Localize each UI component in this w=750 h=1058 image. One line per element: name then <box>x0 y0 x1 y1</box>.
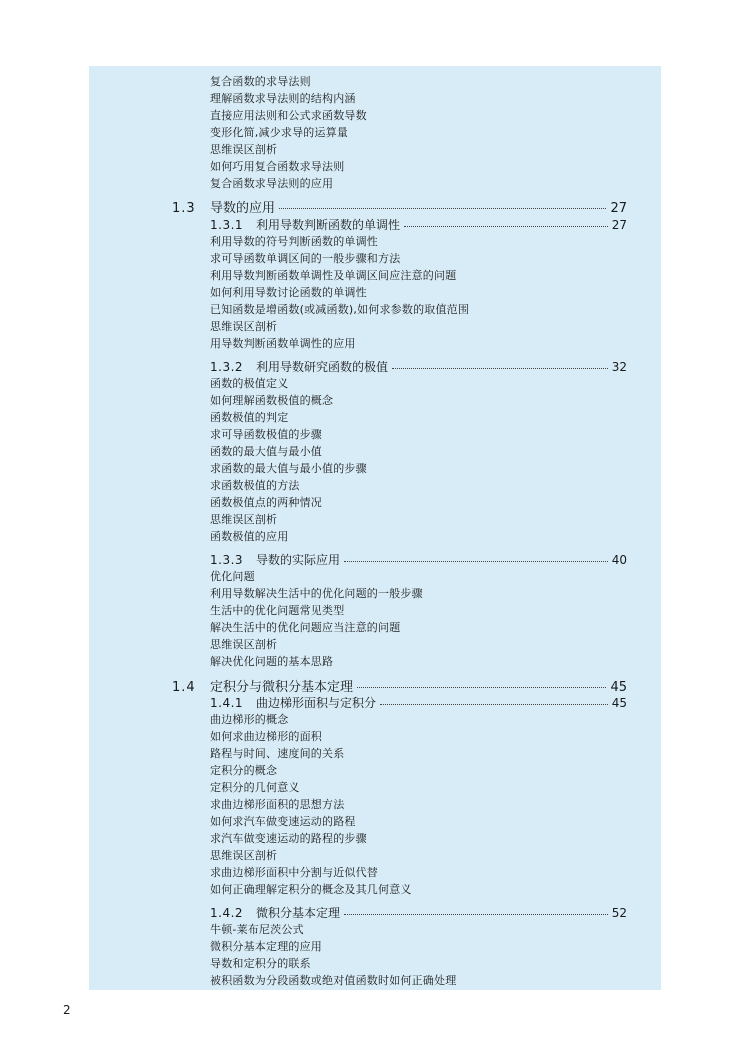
subsection-1-3-3-entry[interactable] <box>210 551 627 568</box>
subsection-page: 40 <box>611 553 627 567</box>
toc-item[interactable]: 用导数判断函数单调性的应用 <box>210 337 356 350</box>
toc-item[interactable]: 思维误区剖析 <box>210 143 278 156</box>
toc-item[interactable]: 函数极值点的两种情况 <box>210 496 322 509</box>
leader-dots <box>380 704 608 705</box>
section-title: 导数的应用 <box>210 201 276 216</box>
subsection-page: 45 <box>611 696 627 710</box>
subsection-page: 27 <box>611 218 627 232</box>
toc-item[interactable]: 函数极值的应用 <box>210 530 289 543</box>
leader-dots <box>344 914 608 915</box>
toc-item[interactable]: 求函数的最大值与最小值的步骤 <box>210 462 367 475</box>
page-number: 2 <box>63 1003 71 1017</box>
toc-item[interactable]: 利用导数的符号判断函数的单调性 <box>210 235 378 248</box>
toc-item[interactable]: 微积分基本定理的应用 <box>210 940 322 953</box>
subsection-number: 1.3.3 <box>210 553 244 567</box>
leader-dots <box>279 208 606 209</box>
leader-dots <box>404 226 608 227</box>
toc-item[interactable]: 函数的极值定义 <box>210 377 289 390</box>
toc-item[interactable]: 求函数极值的方法 <box>210 479 300 492</box>
subsection-number: 1.3.2 <box>210 360 244 374</box>
subsection-number: 1.4.1 <box>210 696 244 710</box>
toc-item[interactable]: 如何求汽车做变速运动的路程 <box>210 815 356 828</box>
toc-item[interactable]: 思维误区剖析 <box>210 638 278 651</box>
toc-item[interactable]: 函数的最大值与最小值 <box>210 445 322 458</box>
section-1-4-entry[interactable] <box>172 676 627 695</box>
leader-dots <box>392 368 608 369</box>
subsection-title: 曲边梯形面积与定积分 <box>256 696 377 710</box>
toc-item[interactable]: 定积分的概念 <box>210 764 278 777</box>
toc-item[interactable]: 思维误区剖析 <box>210 513 278 526</box>
toc-item[interactable]: 如何正确理解定积分的概念及其几何意义 <box>210 883 412 896</box>
toc-item[interactable]: 如何求曲边梯形的面积 <box>210 730 322 743</box>
subsection-page: 52 <box>611 906 627 920</box>
toc-item[interactable]: 如何利用导数讨论函数的单调性 <box>210 286 367 299</box>
subsection-title: 微积分基本定理 <box>256 906 341 920</box>
toc-item[interactable]: 求曲边梯形面积中分割与近似代替 <box>210 866 378 879</box>
toc-item[interactable]: 求曲边梯形面积的思想方法 <box>210 798 345 811</box>
toc-item[interactable]: 定积分的几何意义 <box>210 781 300 794</box>
toc-item[interactable]: 求可导函数单调区间的一般步骤和方法 <box>210 252 401 265</box>
toc-item[interactable]: 曲边梯形的概念 <box>210 713 289 726</box>
toc-item[interactable]: 利用导数判断函数单调性及单调区间应注意的问题 <box>210 269 457 282</box>
toc-item[interactable]: 复合函数的求导法则 <box>210 75 311 88</box>
subsection-title: 利用导数研究函数的极值 <box>256 360 389 374</box>
subsection-page: 32 <box>611 360 627 374</box>
toc-item[interactable]: 求汽车做变速运动的路程的步骤 <box>210 832 367 845</box>
toc-item[interactable]: 生活中的优化问题常见类型 <box>210 604 345 617</box>
toc-item[interactable]: 优化问题 <box>210 570 255 583</box>
section-page: 45 <box>610 680 627 695</box>
leader-dots <box>357 687 606 688</box>
section-number: 1.3 <box>172 201 196 216</box>
subsection-number: 1.3.1 <box>210 218 244 232</box>
toc-item[interactable]: 路程与时间、速度间的关系 <box>210 747 345 760</box>
toc-item[interactable]: 变形化简,减少求导的运算量 <box>210 126 349 139</box>
toc-item[interactable]: 导数和定积分的联系 <box>210 957 311 970</box>
toc-item[interactable]: 复合函数求导法则的应用 <box>210 177 334 190</box>
toc-item[interactable]: 利用导数解决生活中的优化问题的一般步骤 <box>210 587 423 600</box>
toc-item[interactable]: 函数极值的判定 <box>210 411 289 424</box>
toc-item[interactable]: 求可导函数极值的步骤 <box>210 428 322 441</box>
subsection-title: 导数的实际应用 <box>256 553 341 567</box>
toc-item[interactable]: 解决优化问题的基本思路 <box>210 655 334 668</box>
toc-item[interactable]: 如何巧用复合函数求导法则 <box>210 160 345 173</box>
subsection-1-4-1-entry[interactable] <box>210 694 627 711</box>
section-title: 定积分与微积分基本定理 <box>210 680 354 695</box>
subsection-1-3-1-entry[interactable] <box>210 216 627 233</box>
section-page: 27 <box>610 201 627 216</box>
toc-item[interactable]: 思维误区剖析 <box>210 849 278 862</box>
toc-item[interactable]: 直接应用法则和公式求函数导数 <box>210 109 367 122</box>
toc-item[interactable]: 已知函数是增函数(或减函数),如何求参数的取值范围 <box>210 303 470 316</box>
subsection-title: 利用导数判断函数的单调性 <box>256 218 401 232</box>
section-number: 1.4 <box>172 680 196 695</box>
subsection-number: 1.4.2 <box>210 906 244 920</box>
section-1-3-entry[interactable] <box>172 197 627 216</box>
leader-dots <box>344 561 608 562</box>
toc-item[interactable]: 思维误区剖析 <box>210 320 278 333</box>
toc-item[interactable]: 如何理解函数极值的概念 <box>210 394 334 407</box>
toc-item[interactable]: 理解函数求导法则的结构内涵 <box>210 92 356 105</box>
toc-item[interactable]: 解决生活中的优化问题应当注意的问题 <box>210 621 401 634</box>
subsection-1-3-2-entry[interactable] <box>210 358 627 375</box>
subsection-1-4-2-entry[interactable] <box>210 904 627 921</box>
toc-item[interactable]: 牛顿-莱布尼茨公式 <box>210 923 304 936</box>
toc-item[interactable]: 被积函数为分段函数或绝对值函数时如何正确处理 <box>210 974 457 987</box>
